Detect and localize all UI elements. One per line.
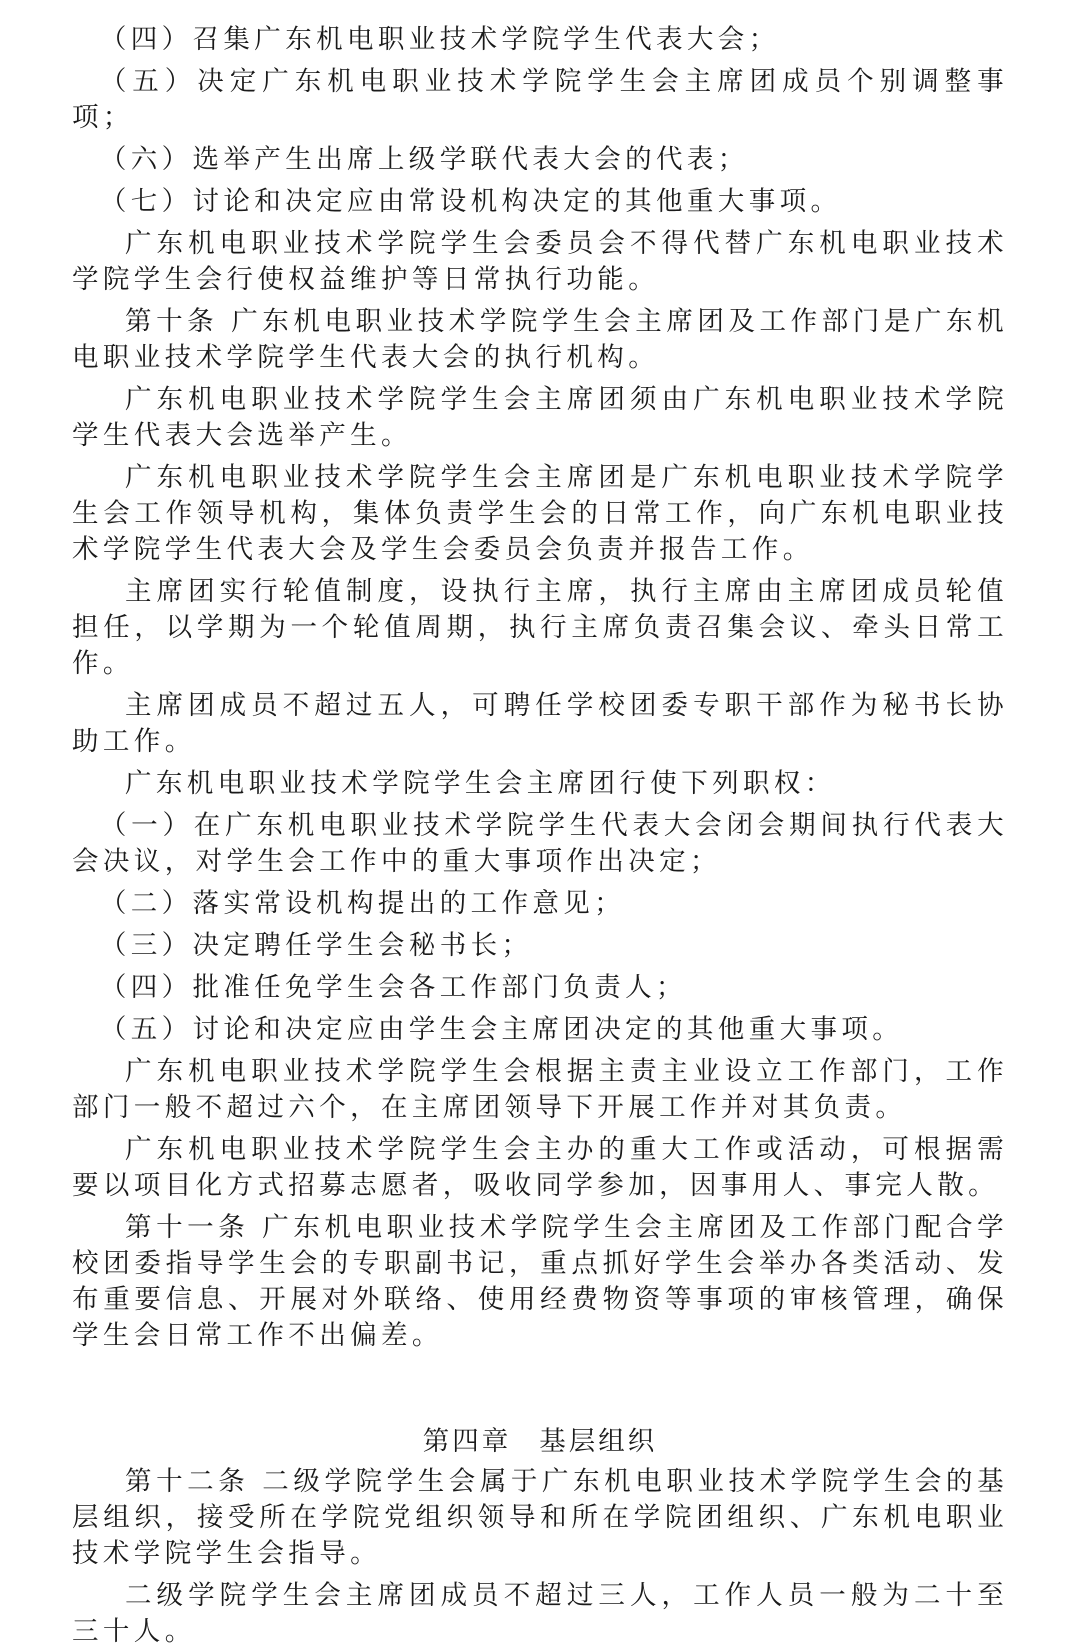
list-item-paragraph: （五）决定广东机电职业技术学院学生会主席团成员个别调整事项； xyxy=(72,66,1008,133)
body-paragraph: 第十条 广东机电职业技术学院学生会主席团及工作部门是广东机电职业技术学院学生代表大会的执行机构。 xyxy=(72,306,1008,373)
body-paragraph: 广东机电职业技术学院学生会根据主责主业设立工作部门，工作部门一般不超过六个，在主席团领导下开展工作并对其负责。 xyxy=(72,1056,1008,1123)
list-item-paragraph: （六）选举产生出席上级学联代表大会的代表； xyxy=(99,144,749,175)
chapter-gap xyxy=(72,1360,1008,1424)
body-paragraph: 广东机电职业技术学院学生会委员会不得代替广东机电职业技术学院学生会行使权益维护等日常执行功能。 xyxy=(72,228,1008,295)
chapter-number: 第四章 xyxy=(422,1426,512,1457)
body-paragraph: 主席团实行轮值制度，设执行主席，执行主席由主席团成员轮值担任，以学期为一个轮值周期，执行主席负责召集会议、牵头日常工作。 xyxy=(72,576,1008,679)
body-paragraph: 广东机电职业技术学院学生会主席团须由广东机电职业技术学院学生代表大会选举产生。 xyxy=(72,384,1008,451)
list-item-paragraph: （四）召集广东机电职业技术学院学生代表大会； xyxy=(99,24,780,55)
body-paragraph: 第十二条 二级学院学生会属于广东机电职业技术学院学生会的基层组织，接受所在学院党组织领导和所在学院团组织、广东机电职业技术学院学生会指导。 xyxy=(72,1466,1008,1569)
body-paragraph: 主席团成员不超过五人，可聘任学校团委专职干部作为秘书长协助工作。 xyxy=(72,690,1008,757)
list-item-paragraph: （七）讨论和决定应由常设机构决定的其他重大事项。 xyxy=(99,186,842,217)
chapter-heading xyxy=(72,1424,1008,1460)
list-item-paragraph: （三）决定聘任学生会秘书长； xyxy=(99,930,533,961)
list-item-paragraph: （五）讨论和决定应由学生会主席团决定的其他重大事项。 xyxy=(99,1014,904,1045)
body-paragraph: 第十一条 广东机电职业技术学院学生会主席团及工作部门配合学校团委指导学生会的专职副书记，重点抓好学生会举办各类活动、发布重要信息、开展对外联络、使用经费物资等事项的审核管理，确保学生会日常工作不出偏差。 xyxy=(72,1212,1008,1351)
list-item-paragraph: （一）在广东机电职业技术学院学生代表大会闭会期间执行代表大会决议，对学生会工作中的重大事项作出决定； xyxy=(72,810,1008,877)
body-paragraph: 广东机电职业技术学院学生会主席团是广东机电职业技术学院学生会工作领导机构，集体负责学生会的日常工作，向广东机电职业技术学院学生代表大会及学生会委员会负责并报告工作。 xyxy=(72,462,1008,565)
section-chapter-three-continued xyxy=(72,22,1008,1354)
section-chapter-four xyxy=(72,1464,1008,1650)
body-paragraph: 二级学院学生会主席团成员不超过三人，工作人员一般为二十至三十人。 xyxy=(72,1580,1008,1647)
chapter-title: 基层组织 xyxy=(539,1426,658,1457)
body-paragraph: 广东机电职业技术学院学生会主席团行使下列职权： xyxy=(125,768,836,799)
list-item-paragraph: （二）落实常设机构提出的工作意见； xyxy=(99,888,626,919)
body-paragraph: 广东机电职业技术学院学生会主办的重大工作或活动，可根据需要以项目化方式招募志愿者，吸收同学参加，因事用人、事完人散。 xyxy=(72,1134,1008,1201)
list-item-paragraph: （四）批准任免学生会各工作部门负责人； xyxy=(99,972,687,1003)
